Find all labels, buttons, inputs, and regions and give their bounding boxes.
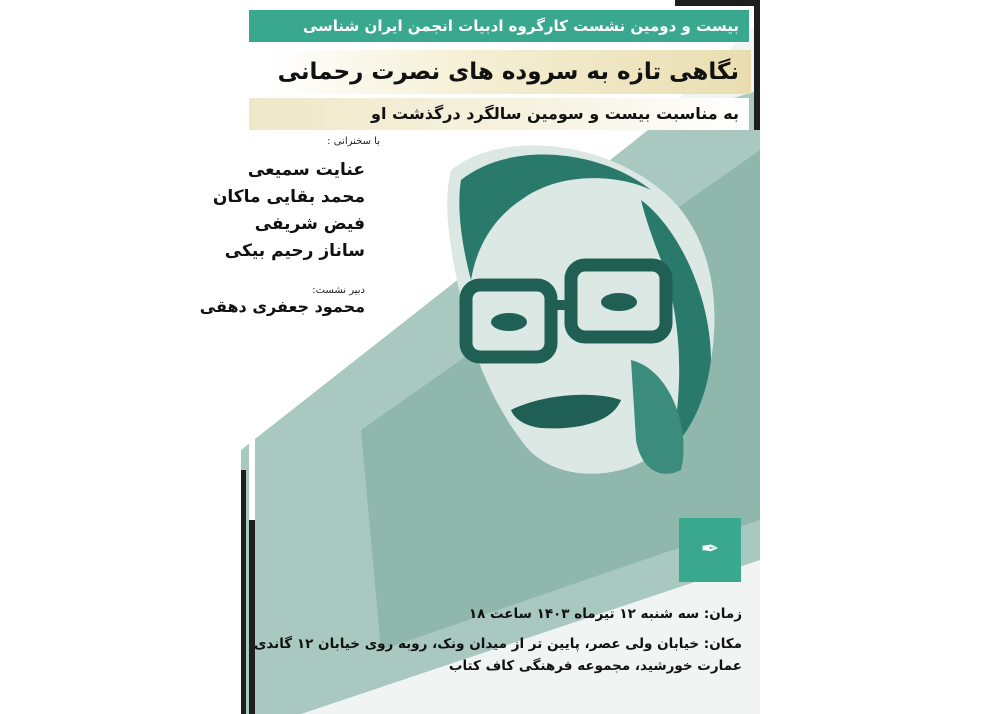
speakers-label: با سخنرانی :: [327, 136, 380, 147]
event-title: نگاهی تازه به سروده های نصرت رحمانی: [266, 50, 751, 94]
time-label: زمان:: [703, 606, 742, 622]
series-banner: بیست و دومین نشست کارگروه ادبیات انجمن ایران شناسی: [249, 10, 749, 42]
event-place-line-2: عمارت خورشید، مجموعه فرهنگی کاف کتاب: [448, 658, 742, 674]
time-value: سه شنبه ۱۲ تیرماه ۱۴۰۳ ساعت ۱۸: [468, 606, 700, 622]
speaker-name: محمد بقایی ماکان: [212, 187, 365, 207]
event-subtitle: به مناسبت بیست و سومین سالگرد درگذشت او: [249, 98, 749, 130]
event-place: [254, 636, 742, 652]
event-time: [469, 606, 742, 622]
place-line-1: خیابان ولی عصر، پایین تر از میدان ونک، روبه روی خیابان ۱۲ گاندی: [254, 636, 700, 652]
place-label: مکان:: [703, 636, 742, 652]
speaker-name: فیض شریفی: [254, 214, 365, 234]
chair-name: محمود جعفری دهقی: [199, 297, 365, 316]
event-poster: [199, 0, 760, 714]
chair-label: دبیر نشست:: [312, 285, 365, 296]
speaker-name: عنایت سمیعی: [247, 160, 365, 180]
speaker-name: ساناز رحیم بیکی: [224, 241, 365, 261]
society-logo: ✒: [679, 518, 741, 582]
